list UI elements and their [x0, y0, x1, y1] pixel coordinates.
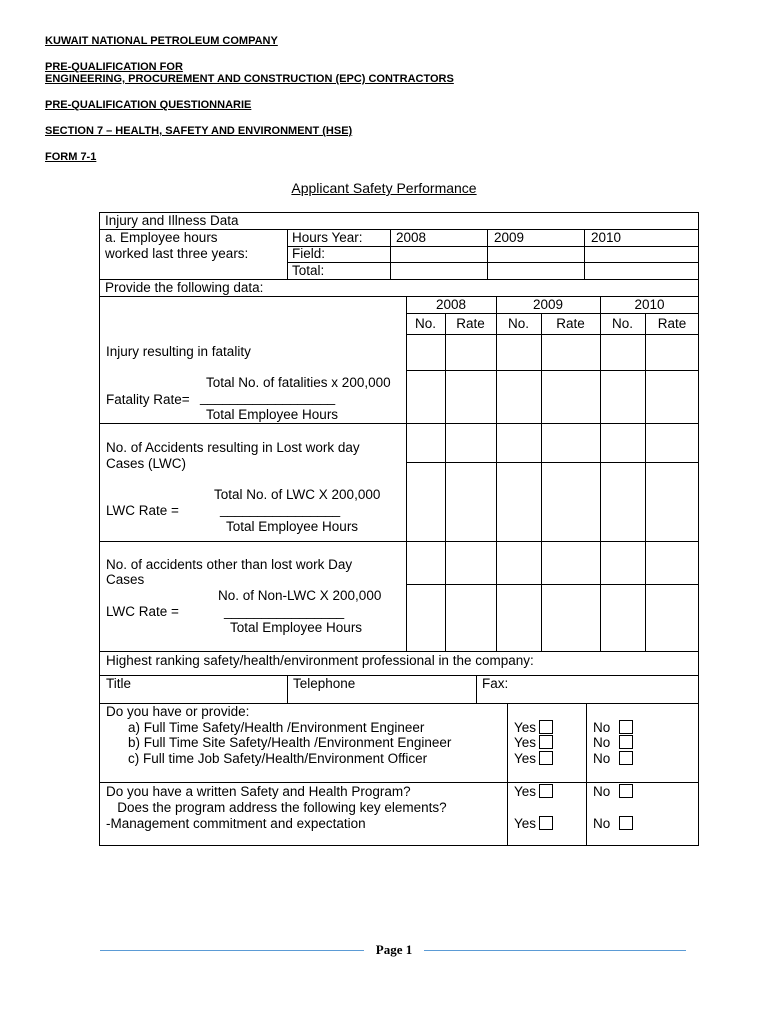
row-divider [406, 584, 698, 585]
checkbox-icon[interactable] [619, 816, 633, 830]
checkbox-icon[interactable] [619, 720, 633, 734]
col-divider [496, 296, 497, 651]
row-divider [100, 423, 698, 424]
data-year-2009: 2009 [532, 297, 564, 312]
row-divider [406, 462, 698, 463]
provide-item-a: a) Full Time Safety/Health /Environment Engineer [128, 720, 425, 735]
checkbox-icon[interactable] [619, 751, 633, 765]
provide-item-c: c) Full time Job Safety/Health/Environment Officer [128, 751, 428, 766]
yes-option-c[interactable]: Yes [514, 751, 553, 767]
hours-year-label: Hours Year: [292, 230, 363, 245]
checkbox-icon[interactable] [539, 816, 553, 830]
data-heading: Provide the following data: [105, 280, 264, 295]
row-divider [287, 262, 698, 263]
year-2008: 2008 [396, 230, 427, 245]
no-option-a[interactable]: No [593, 720, 633, 736]
col-divider [287, 675, 288, 703]
checkbox-icon[interactable] [539, 784, 553, 798]
fax-field-label: Fax: [482, 676, 509, 691]
company-name: KUWAIT NATIONAL PETROLEUM COMPANY [45, 35, 278, 47]
fatality-numerator: Total No. of fatalities x 200,000 [206, 375, 391, 390]
col-divider [287, 229, 288, 279]
program-no-option[interactable]: No [593, 784, 633, 800]
year-2009: 2009 [494, 230, 525, 245]
rate-column-header: Rate [556, 316, 585, 331]
checkbox-icon[interactable] [539, 735, 553, 749]
provide-question: Do you have or provide: [106, 704, 250, 719]
year-2010: 2010 [591, 230, 622, 245]
nonlwc-denominator: Total Employee Hours [230, 620, 363, 635]
program-element: -Management commitment and expectation [106, 816, 366, 831]
nonlwc-label-2: Cases [106, 572, 145, 587]
program-question: Do you have a written Safety and Health Program? [106, 784, 411, 799]
lwc-denominator: Total Employee Hours [226, 519, 359, 534]
footer-rule-right [424, 950, 686, 951]
section-title: SECTION 7 – HEALTH, SAFETY AND ENVIRONMENT (HSE) [45, 125, 353, 137]
row-divider [100, 651, 698, 652]
prequal-line-2: ENGINEERING, PROCUREMENT AND CONSTRUCTION (EPC) CONTRACTORS [45, 73, 454, 85]
row-divider [100, 782, 698, 783]
no-option-c[interactable]: No [593, 751, 633, 767]
no-column-header: No. [414, 316, 436, 331]
fatality-fraction-rule: __________________ [200, 390, 336, 405]
prequal-line-1: PRE-QUALIFICATION FOR [45, 61, 183, 73]
fatality-rate-label: Fatality Rate= [106, 392, 190, 407]
col-divider [406, 296, 407, 651]
element-yes-option[interactable]: Yes [514, 816, 553, 832]
safety-performance-table [99, 212, 699, 846]
row-divider [100, 675, 698, 676]
fatality-label: Injury resulting in fatality [106, 344, 251, 359]
checkbox-icon[interactable] [539, 720, 553, 734]
checkbox-icon[interactable] [619, 784, 633, 798]
nonlwc-rate-label: LWC Rate = [106, 604, 179, 619]
employee-hours-label-2: worked last three years: [105, 246, 249, 261]
yes-option-a[interactable]: Yes [514, 720, 553, 736]
col-divider [487, 229, 488, 279]
row-divider [406, 334, 698, 335]
row-divider [406, 313, 698, 314]
form-number: FORM 7-1 [45, 151, 97, 163]
professional-heading: Highest ranking safety/health/environment professional in the company: [106, 653, 534, 668]
data-year-2008: 2008 [435, 297, 467, 312]
total-label: Total: [292, 263, 325, 278]
page-title: Applicant Safety Performance [291, 180, 477, 196]
data-year-2010: 2010 [634, 297, 665, 312]
employee-hours-label: a. Employee hours [105, 230, 218, 245]
col-divider [390, 229, 391, 279]
lwc-rate-label: LWC Rate = [106, 503, 179, 518]
nonlwc-label: No. of accidents other than lost work Day [106, 557, 353, 572]
row-divider [406, 370, 698, 371]
fatality-denominator: Total Employee Hours [206, 407, 339, 422]
no-column-header: No. [611, 316, 633, 331]
lwc-fraction-rule: ________________ [220, 502, 341, 517]
telephone-field-label: Telephone [293, 676, 356, 691]
col-divider [586, 703, 587, 846]
no-column-header: No. [507, 316, 529, 331]
element-no-option[interactable]: No [593, 816, 633, 832]
lwc-label-2: Cases (LWC) [106, 456, 187, 471]
lwc-label: No. of Accidents resulting in Lost work day [106, 440, 360, 455]
rate-column-header: Rate [657, 316, 687, 331]
row-divider [100, 541, 698, 542]
col-divider [584, 229, 585, 279]
col-divider [507, 703, 508, 846]
provide-item-b: b) Full Time Site Safety/Health /Environment Engineer [128, 735, 452, 750]
no-option-b[interactable]: No [593, 735, 633, 751]
checkbox-icon[interactable] [539, 751, 553, 765]
injury-heading: Injury and Illness Data [105, 213, 239, 228]
lwc-numerator: Total No. of LWC X 200,000 [214, 487, 381, 502]
title-field-label: Title [106, 676, 132, 691]
col-divider [645, 313, 646, 651]
page-number: Page 1 [375, 942, 413, 957]
rate-column-header: Rate [456, 316, 485, 331]
field-label: Field: [292, 246, 326, 261]
col-divider [476, 675, 477, 703]
program-yes-option[interactable]: Yes [514, 784, 553, 800]
footer-rule-left [100, 950, 364, 951]
nonlwc-numerator: No. of Non-LWC X 200,000 [218, 588, 382, 603]
yes-option-b[interactable]: Yes [514, 735, 553, 751]
checkbox-icon[interactable] [619, 735, 633, 749]
nonlwc-fraction-rule: ________________ [224, 604, 345, 619]
col-divider [445, 313, 446, 651]
col-divider [541, 313, 542, 651]
questionnaire-title: PRE-QUALIFICATION QUESTIONNARIE [45, 99, 252, 111]
program-sub-question: Does the program address the following key elements? [106, 800, 447, 815]
row-divider [287, 246, 698, 247]
col-divider [600, 296, 601, 651]
